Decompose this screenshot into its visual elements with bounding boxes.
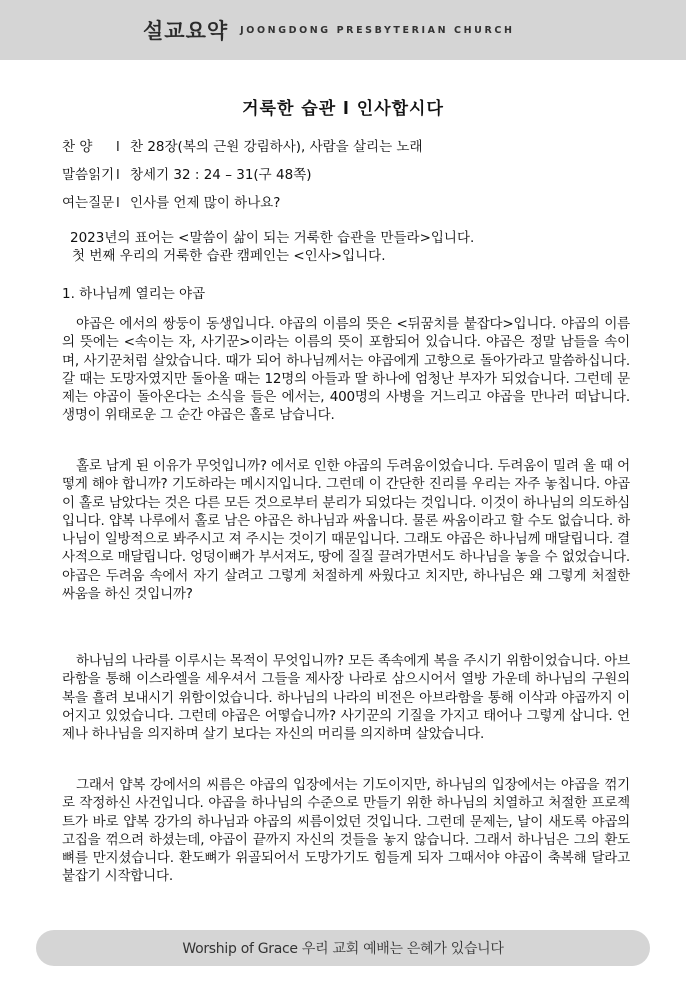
meta-separator: l (116, 139, 120, 155)
meta-value: 찬 28장(복의 근원 강림하사), 사람을 살리는 노래 (130, 139, 423, 155)
body-paragraph-2: 홀로 남게 된 이유가 무엇입니까? 에서로 인한 야곱의 두려움이었습니다. 두려움이 밀려 올 때 어떻게 해야 합니까? 기도하라는 메시지입니다. 그런데 이 간단한 진리를 우리는 자주 놓칩니다. 야곱이 홀로 남았다는 것은 다른 모든 것으로부터 분리가 되었다는 것입니다. 이것이 하나님의 의도하심입니다. 얍복 나루에서 홀로 남은 야곱은 하나님과 싸웁니다. 물론 싸움이라고 할 수도 없습니다. 하나님이 일방적으로 봐주시고 져 주시는 것이기 때문입니다. 그래도 야곱은 하나님께 매달립니다. 결사적으로 매달립니다. 엉덩이뼈가 부서져도, 땅에 질질 끌려가면서도 하나님을 놓을 수 없었습니다. 야곱은 두려움 속에서 자기 살려고 그렇게 처절하게 싸웠다고 치지만, 하나님은 왜 그렇게 처절한 싸움을 하신 것입니까? (62, 458, 630, 603)
meta-value: 창세기 32 : 24 – 31(구 48쪽) (130, 167, 312, 183)
meta-scripture (62, 163, 312, 183)
body-paragraph-4: 그래서 얍복 강에서의 씨름은 야곱의 입장에서는 기도이지만, 하나님의 입장에서는 야곱을 꺾기로 작정하신 사건입니다. 야곱을 하나님의 수준으로 만들기 위한 하나님의 치열하고 처절한 프로젝트가 바로 얍복 강가의 하나님과 야곱의 씨름이었던 것입니다. 그런데 문제는, 날이 새도록 야곱의 고집을 꺾으려 하셨는데, 야곱이 끝까지 자신의 것들을 놓지 않습니다. 그래서 하나님은 그의 환도뼈를 만지셨습니다. 환도뼈가 위골되어서 도망가기도 힘들게 되자 그때서야 야곱이 축복해 달라고 붙잡기 시작합니다. (62, 777, 630, 885)
intro-line-1: 2023년의 표어는 <말씀이 삶이 되는 거룩한 습관을 만들라>입니다. (70, 230, 475, 246)
sermon-title: 거룩한 습관 l 인사합시다 (242, 99, 444, 119)
meta-label: 여는질문 (62, 195, 115, 211)
meta-hymn (62, 135, 423, 155)
meta-separator: l (116, 167, 120, 183)
footer-slogan: Worship of Grace 우리 교회 예배는 은혜가 있습니다 (182, 941, 504, 957)
meta-value: 인사를 언제 많이 하나요? (130, 195, 281, 211)
meta-opening-question (62, 191, 280, 211)
intro-line-2: 첫 번째 우리의 거룩한 습관 캠페인는 <인사>입니다. (72, 248, 386, 264)
section-heading: 1. 하나님께 열리는 야곱 (62, 286, 206, 302)
church-name: JOONGDONG PRESBYTERIAN CHURCH (240, 24, 515, 36)
footer-banner (36, 930, 650, 966)
meta-separator: l (116, 195, 120, 211)
meta-label: 말씀읽기 (62, 167, 115, 183)
header-banner (0, 0, 686, 60)
body-paragraph-1: 야곱은 에서의 쌍둥이 동생입니다. 야곱의 이름의 뜻은 <뒤꿈치를 붙잡다>입니다. 야곱의 이름의 뜻에는 <속이는 자, 사기꾼>이라는 이름의 뜻이 포함되어 있습니다. 야곱은 정말 남들을 속이며, 사기꾼처럼 살았습니다. 때가 되어 하나님께서는 야곱에게 고향으로 돌아가라고 말씀하십니다. 갈 때는 도망자였지만 돌아올 때는 12명의 아들과 딸 하나에 엄청난 부자가 되었습니다. 그런데 문제는 야곱이 돌아온다는 소식을 들은 에서는, 400명의 사병을 거느리고 야곱을 만나러 떠납니다. 생명이 위태로운 그 순간 야곱은 홀로 남습니다. (62, 316, 630, 424)
meta-label: 찬 양 (62, 139, 93, 155)
header-title: 설교요약 (143, 19, 229, 43)
body-paragraph-3: 하나님의 나라를 이루시는 목적이 무엇입니까? 모든 족속에게 복을 주시기 위함이었습니다. 아브라함을 통해 이스라엘을 세우셔서 그들을 제사장 나라로 삼으시어서 열방 가운데 하나님의 구원의 복을 흘려 보내시기 위함이었습니다. 하나님의 나라의 비전은 아브라함을 통해 이삭과 야곱까지 이어지고 있었습니다. 그런데 야곱은 어떻습니까? 사기꾼의 기질을 가지고 태어나 그렇게 삽니다. 언제나 하나님을 의지하며 살기 보다는 자신의 머리를 의지하며 살았습니다. (62, 653, 630, 743)
